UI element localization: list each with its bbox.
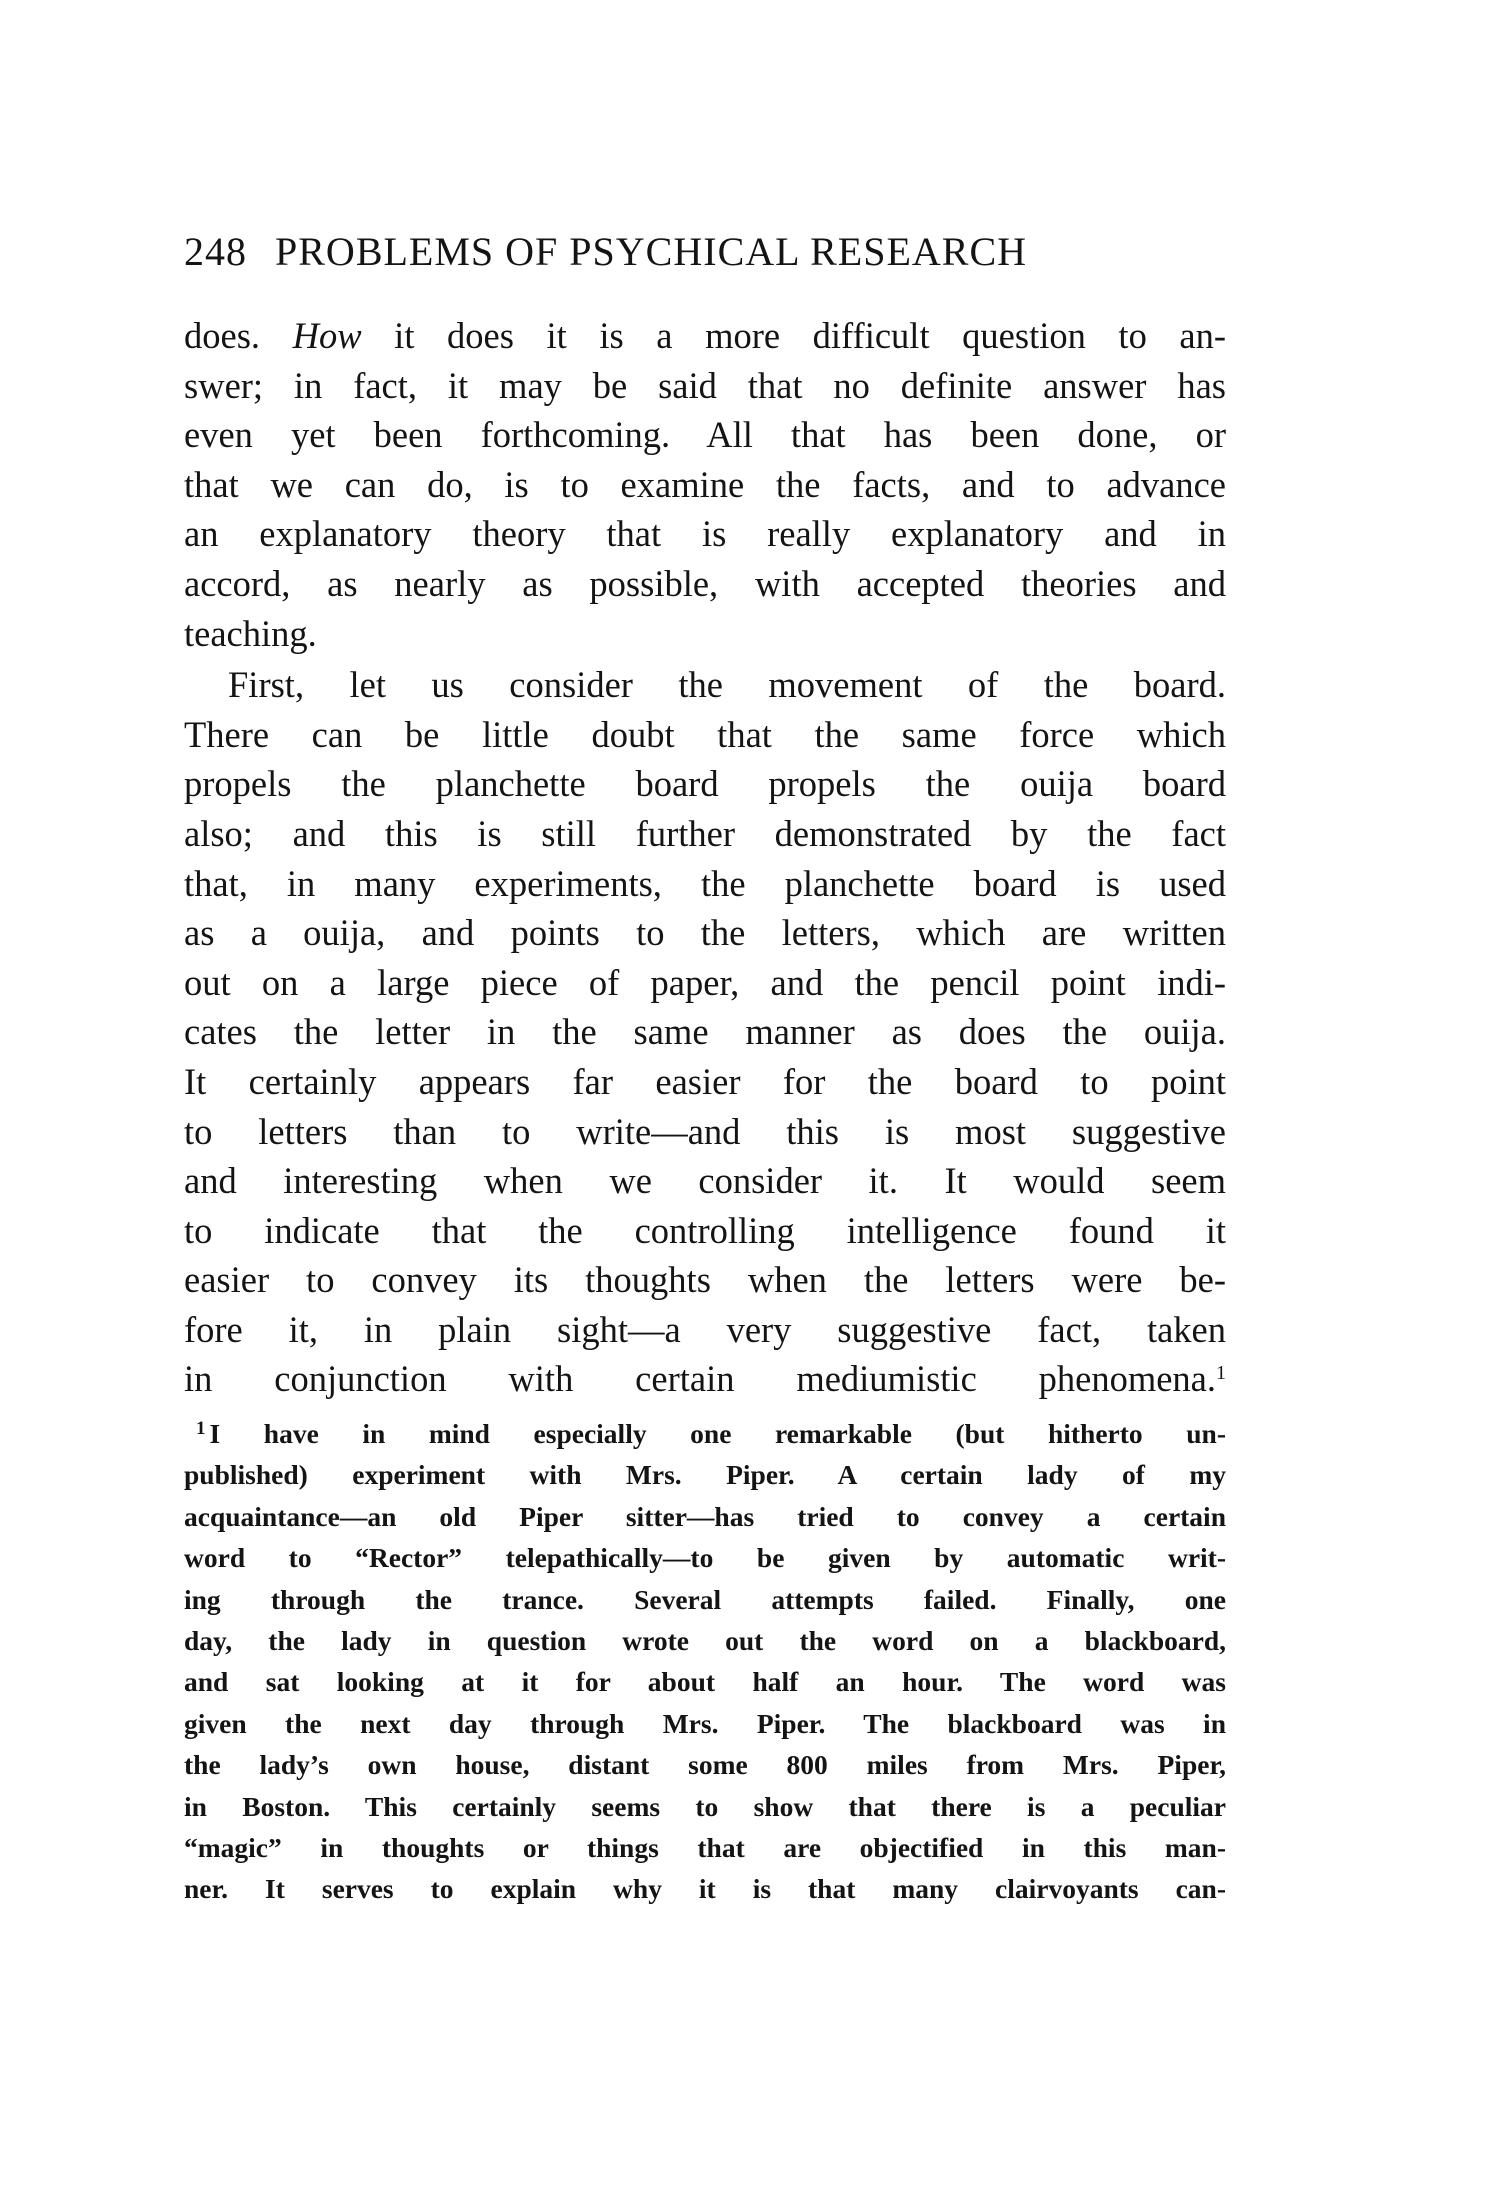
footnote-line: given the next day through Mrs. Piper. The blackboard was in: [184, 1707, 1226, 1739]
body-line: easier to convey its thoughts when the letters were be-: [184, 1259, 1226, 1301]
body-line: to indicate that the controlling intelligence found it: [184, 1209, 1226, 1251]
body-line: It certainly appears far easier for the board to point: [184, 1060, 1226, 1102]
footnote-marker: 1: [196, 1418, 206, 1439]
footnote: [184, 1413, 1226, 1910]
running-head: [184, 228, 1224, 276]
body-line: an explanatory theory that is really explanatory and in: [184, 513, 1226, 555]
body-line: as a ouija, and points to the letters, which are written: [184, 912, 1226, 954]
footnote-line: in Boston. This certainly seems to show that there is a peculiar: [184, 1790, 1226, 1822]
body-line: that, in many experiments, the planchette board is used: [184, 862, 1226, 904]
footnote-line: published) experiment with Mrs. Piper. A certain lady of my: [184, 1459, 1226, 1491]
footnote-line: word to “Rector” telepathically—to be given by automatic writ-: [184, 1542, 1226, 1574]
emphasis: How: [292, 315, 362, 356]
footnote-reference: 1: [1216, 1362, 1226, 1385]
body-line: cates the letter in the same manner as does the ouija.: [184, 1011, 1226, 1053]
body-line: First, let us consider the movement of the board.: [228, 664, 1226, 706]
body-line: out on a large piece of paper, and the pencil point indi-: [184, 961, 1226, 1003]
running-title: PROBLEMS OF PSYCHICAL RESEARCH: [275, 229, 1028, 274]
body-text: [184, 311, 1226, 1404]
footnote-line: “magic” in thoughts or things that are objectified in this man-: [184, 1831, 1226, 1863]
body-line: even yet been forthcoming. All that has been done, or: [184, 414, 1226, 456]
footnote-line: the lady’s own house, distant some 800 miles from Mrs. Piper,: [184, 1749, 1226, 1781]
footnote-line: $^1$ I have in mind especially one remarkable (but hitherto un-: [196, 1418, 1226, 1449]
body-line: There can be little doubt that the same force which: [184, 713, 1226, 755]
body-line: does. How it does it is a more difficult question to an-: [184, 315, 1227, 356]
footnote-line: and sat looking at it for about half an hour. The word was: [184, 1666, 1226, 1698]
body-line: to letters than to write—and this is most suggestive: [184, 1110, 1226, 1152]
body-line: accord, as nearly as possible, with accepted theories and: [184, 562, 1226, 604]
body-line: fore it, in plain sight—a very suggestive fact, taken: [184, 1308, 1226, 1350]
footnote-line: day, the lady in question wrote out the word on a blackboard,: [184, 1624, 1226, 1656]
body-line: teaching.: [184, 612, 317, 654]
body-line: swer; in fact, it may be said that no definite answer has: [184, 364, 1226, 406]
body-line: that we can do, is to examine the facts, and to advance: [184, 463, 1226, 505]
body-line: in conjunction with certain mediumistic phenomena.$^1$: [184, 1358, 1226, 1400]
page-number: 248: [184, 229, 247, 274]
footnote-line: acquaintance—an old Piper sitter—has tried to convey a certain: [184, 1500, 1226, 1532]
body-line: and interesting when we consider it. It would seem: [184, 1160, 1226, 1202]
body-line: also; and this is still further demonstrated by the fact: [184, 812, 1226, 854]
footnote-line: ing through the trance. Several attempts failed. Finally, one: [184, 1583, 1226, 1615]
footnote-line: ner. It serves to explain why it is that many clairvoyants can-: [184, 1873, 1226, 1905]
body-line: propels the planchette board propels the ouija board: [184, 763, 1226, 805]
